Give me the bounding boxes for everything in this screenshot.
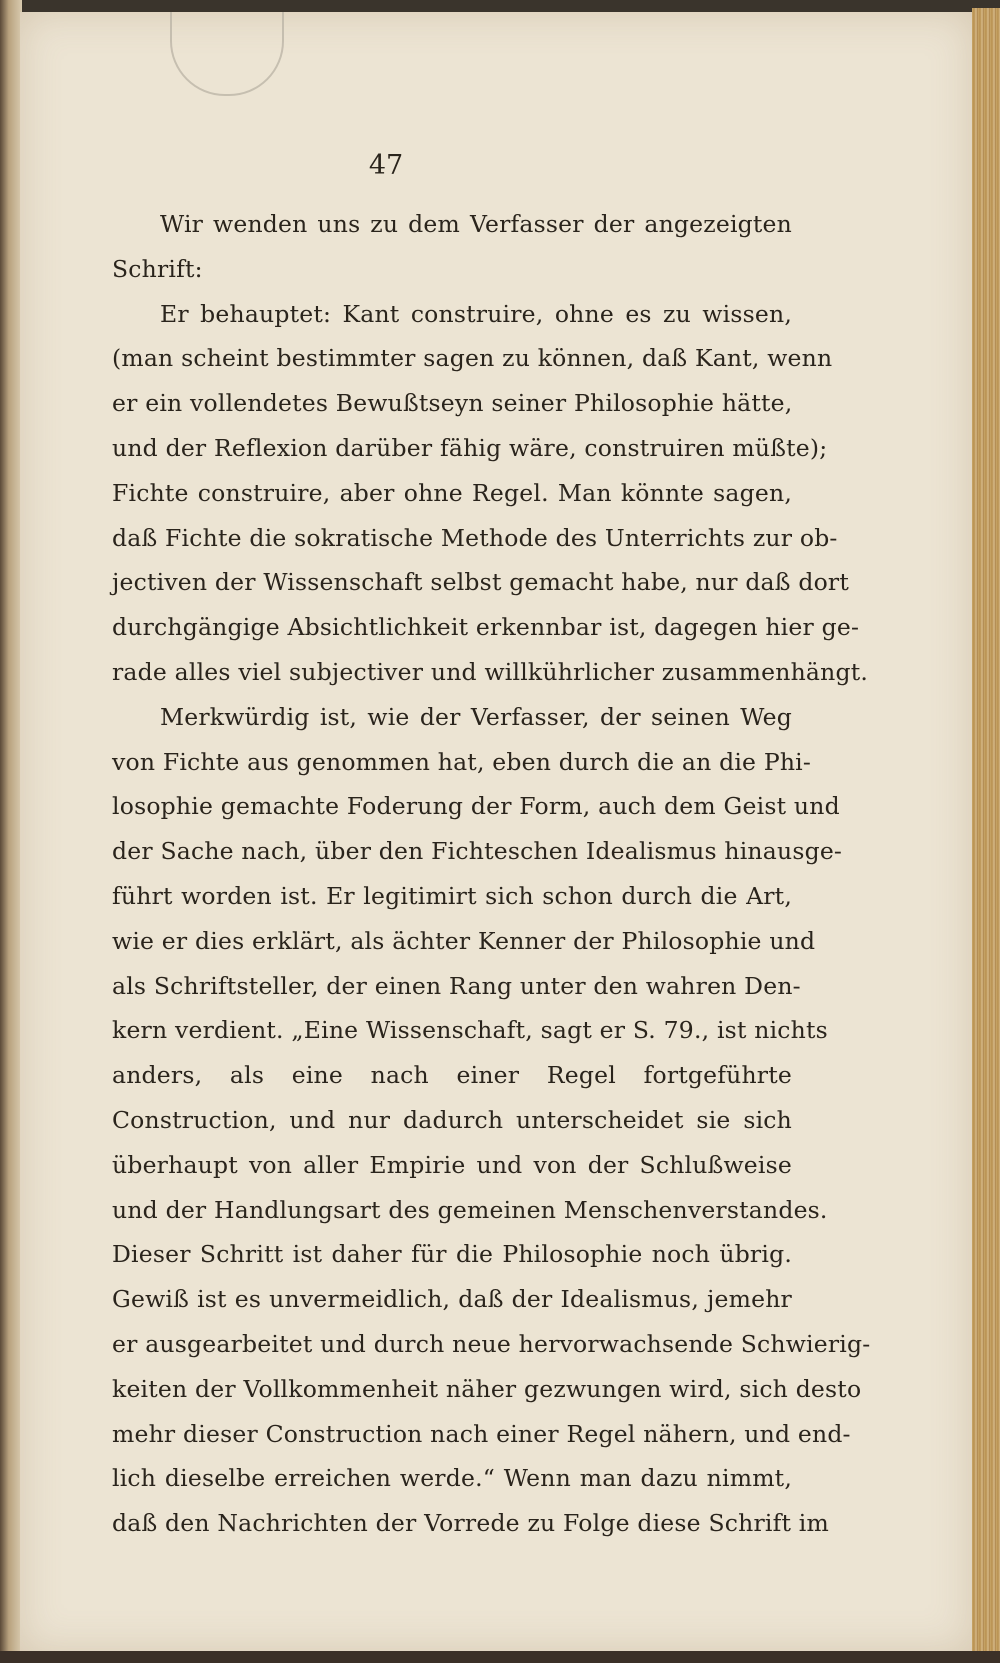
page-edges-right	[972, 8, 1000, 1656]
text-line: daß den Nachrichten der Vorrede zu Folge diese Schrift im	[112, 1509, 830, 1538]
text-line: von Fichte aus genommen hat, eben durch die an die Phi-	[112, 747, 812, 776]
text-line: Er behauptet: Kant construire, ohne es zu wissen,	[160, 299, 792, 328]
book-gutter-left	[0, 0, 22, 1663]
text-line: jectiven der Wissenschaft selbst gemacht habe, nur daß dort	[112, 568, 850, 597]
text-line: Wir wenden uns zu dem Verfasser der angezeigten	[160, 210, 792, 238]
text-line: Fichte construire, aber ohne Regel. Man könnte sagen,	[112, 478, 792, 507]
text-line: Merkwürdig ist, wie der Verfasser, der seinen Weg	[160, 702, 792, 731]
text-line: er ein vollendetes Bewußtseyn seiner Philosophie hätte,	[112, 389, 793, 418]
text-line: überhaupt von aller Empirie und von der Schlußweise	[112, 1150, 792, 1179]
text-line: der Sache nach, über den Fichteschen Idealismus hinausge-	[112, 837, 843, 866]
text-line: Schrift:	[112, 254, 203, 283]
text-line: kern verdient. „Eine Wissenschaft, sagt er S. 79., ist nichts	[112, 1016, 828, 1045]
page-clip-mark	[170, 12, 284, 96]
text-line: führt worden ist. Er legitimirt sich schon durch die Art,	[112, 881, 792, 910]
text-line: und der Handlungsart des gemeinen Menschenverstandes.	[112, 1195, 828, 1224]
text-line: als Schriftsteller, der einen Rang unter den wahren Den-	[112, 971, 801, 1000]
text-line: lich dieselbe erreichen werde.“ Wenn man dazu nimmt,	[112, 1464, 792, 1493]
text-line: Gewiß ist es unvermeidlich, daß der Idealismus, jemehr	[112, 1285, 792, 1314]
text-line: Construction, und nur dadurch unterscheidet sie sich	[112, 1105, 792, 1134]
text-line: er ausgearbeitet und durch neue hervorwachsende Schwierig-	[112, 1329, 871, 1358]
text-line: Dieser Schritt ist daher für die Philosophie noch übrig.	[112, 1240, 792, 1269]
text-line: anders, als eine nach einer Regel fortgeführte	[112, 1061, 792, 1090]
text-line: mehr dieser Construction nach einer Regel nähern, und end-	[112, 1419, 851, 1448]
text-line: (man scheint bestimmter sagen zu können, daß Kant, wenn	[112, 344, 833, 373]
text-line: und der Reflexion darüber fähig wäre, construiren müßte);	[112, 433, 828, 462]
text-line: keiten der Vollkommenheit näher gezwungen wird, sich desto	[112, 1374, 862, 1403]
text-line: losophie gemachte Foderung der Form, auch dem Geist und	[112, 792, 840, 821]
text-line: wie er dies erklärt, als ächter Kenner der Philosophie und	[112, 926, 816, 955]
page-number: 47	[368, 150, 404, 181]
text-line: rade alles viel subjectiver und willkührlicher zusammenhängt.	[112, 657, 869, 686]
text-line: durchgängige Absichtlichkeit erkennbar ist, dagegen hier ge-	[112, 613, 860, 642]
body-text	[112, 202, 871, 1546]
text-line: daß Fichte die sokratische Methode des Unterrichts zur ob-	[112, 523, 838, 552]
scan-background-bottom	[0, 1651, 1000, 1663]
book-page	[20, 12, 972, 1652]
